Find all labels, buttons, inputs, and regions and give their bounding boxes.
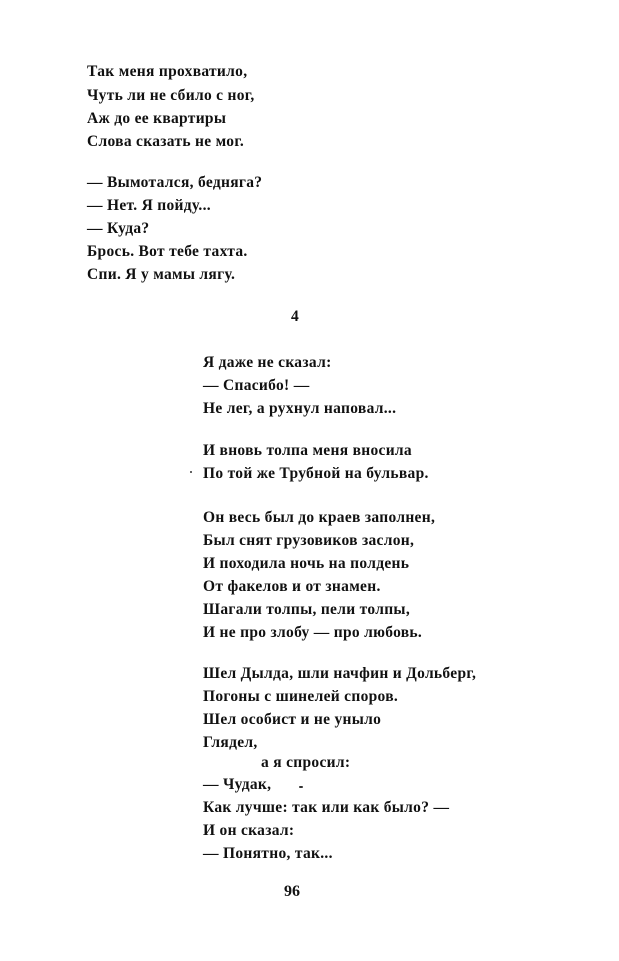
stanza6-line-3: Шел особист и не уныло (203, 711, 382, 728)
stanza2-line-3: — Куда? (87, 220, 150, 237)
stanza5-line-6: И не про злобу — про любовь. (203, 624, 423, 641)
stanza6-line-6: — Чудак, (203, 776, 272, 793)
stanza4-line-1: И вновь толпа меня вносила (203, 442, 412, 459)
stanza3-line-1: Я даже не сказал: (203, 354, 332, 371)
stanza2-line-5: Спи. Я у мамы лягу. (87, 266, 236, 283)
section-number: 4 (291, 308, 299, 325)
stanza1-line-1: Так меня прохватило, (87, 63, 248, 80)
stanza1-line-3: Аж до ее квартиры (87, 110, 227, 127)
stanza6-line-7: Как лучше: так или как было? — (203, 799, 450, 816)
stanza6-line-4: Глядел, (203, 734, 258, 751)
stanza1-line-4: Слова сказать не мог. (87, 133, 245, 150)
stanza5-line-1: Он весь был до краев заполнен, (203, 509, 436, 526)
stanza2-line-2: — Нет. Я пойду... (87, 197, 211, 214)
stanza6-line-2: Погоны с шинелей споров. (203, 688, 399, 705)
stanza3-line-3: Не лег, а рухнул наповал... (203, 400, 397, 417)
stanza5-line-4: От факелов и от знамен. (203, 578, 381, 595)
print-speck (299, 786, 303, 788)
stanza2-line-4: Брось. Вот тебе тахта. (87, 243, 248, 260)
stanza6-line-8: И он сказал: (203, 822, 295, 839)
stanza5-line-2: Был снят грузовиков заслон, (203, 532, 415, 549)
stanza3-line-2: — Спасибо! — (203, 377, 310, 394)
stanza4-line-2: По той же Трубной на бульвар. (203, 465, 429, 482)
stanza6-line-1: Шел Дылда, шли начфин и Дольберг, (203, 665, 477, 682)
stanza2-line-1: — Вымотался, бедняга? (87, 174, 263, 191)
stanza1-line-2: Чуть ли не сбило с ног, (87, 87, 255, 104)
stanza5-line-3: И походила ночь на полдень (203, 555, 410, 572)
stanza5-line-5: Шагали толпы, пели толпы, (203, 601, 411, 618)
print-speck (190, 471, 192, 473)
stanza6-line-5: а я спросил: (261, 754, 351, 771)
stanza6-line-9: — Понятно, так... (203, 845, 333, 862)
page-number: 96 (284, 883, 300, 900)
